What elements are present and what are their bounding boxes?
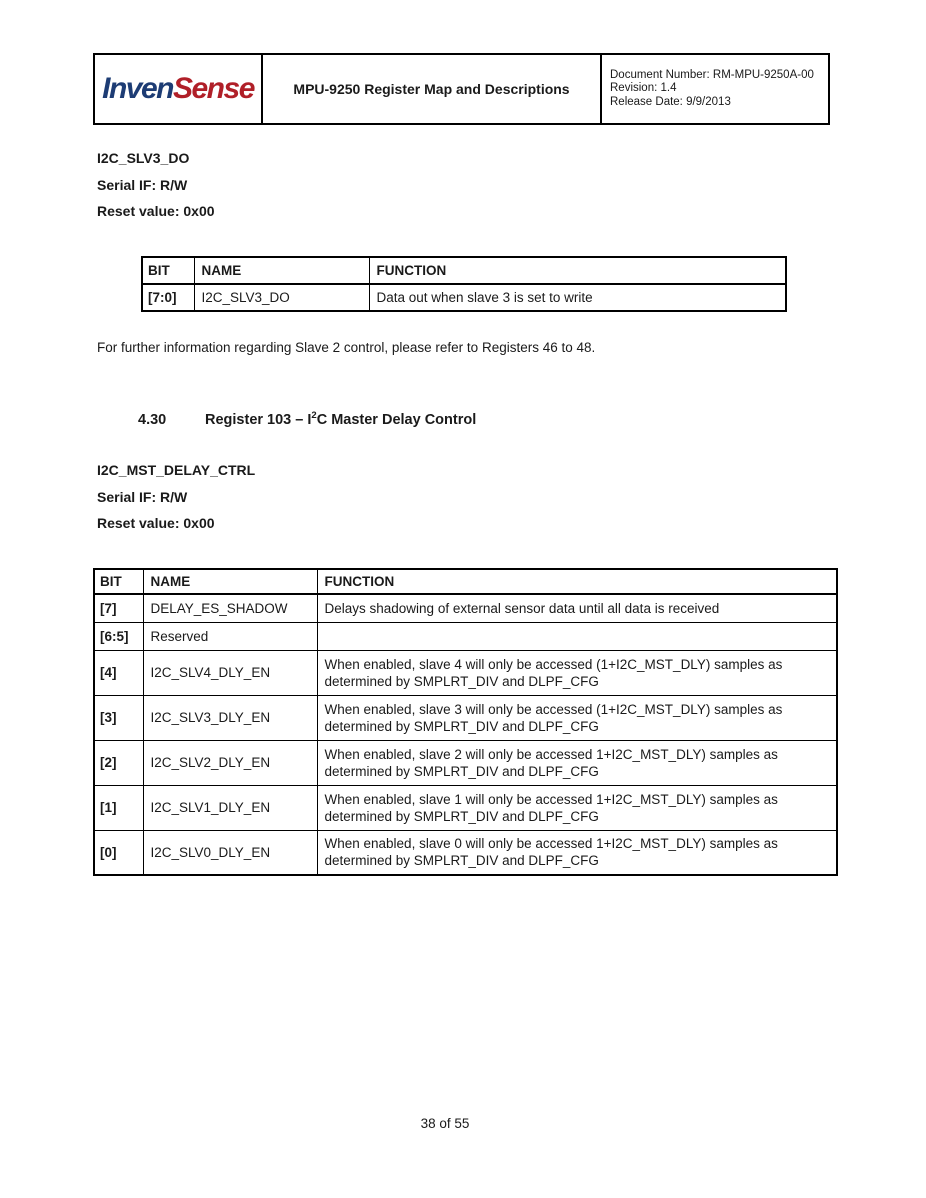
register-name: I2C_MST_DELAY_CTRL — [97, 462, 256, 478]
register-table-mst-delay-ctrl — [93, 568, 838, 876]
section-title-superscript: 2 — [311, 410, 317, 422]
section-heading-4-30 — [138, 412, 476, 428]
column-header-bit: BIT — [142, 257, 194, 284]
document-release-date: Release Date: 9/9/2013 — [610, 95, 731, 108]
header-title-cell — [263, 55, 602, 123]
document-title: MPU-9250 Register Map and Descriptions — [293, 81, 570, 97]
bit-cell: [3] — [94, 695, 143, 740]
bit-cell: [7:0] — [142, 284, 194, 311]
invensense-logo — [102, 72, 254, 106]
table-row — [94, 622, 837, 650]
serial-if-label: Serial IF: R/W — [97, 488, 188, 505]
column-header-name: NAME — [143, 569, 317, 594]
name-cell: I2C_SLV0_DLY_EN — [143, 830, 317, 875]
register-mst-delay-ctrl-block — [97, 462, 255, 542]
function-cell: When enabled, slave 1 will only be accessed 1+I2C_MST_DLY) samples as determined by SMPLRT_DIV and DLPF_CFG — [317, 785, 837, 830]
column-header-bit: BIT — [94, 569, 143, 594]
document-revision: Revision: 1.4 — [610, 82, 677, 95]
bit-cell: [2] — [94, 740, 143, 785]
reset-value-label: Reset value: 0x00 — [97, 515, 215, 531]
bit-cell: [0] — [94, 830, 143, 875]
logo-text-sense: Sense — [172, 72, 254, 105]
bit-cell: [7] — [94, 594, 143, 622]
name-cell: DELAY_ES_SHADOW — [143, 594, 317, 622]
document-number: Document Number: RM-MPU-9250A-00 — [610, 68, 814, 81]
logo-text-inven: Inven — [102, 72, 173, 105]
function-cell: Delays shadowing of external sensor data until all data is received — [317, 594, 837, 622]
column-header-name: NAME — [194, 257, 369, 284]
name-cell: I2C_SLV4_DLY_EN — [143, 650, 317, 695]
name-cell: I2C_SLV2_DLY_EN — [143, 740, 317, 785]
table-row — [142, 284, 786, 311]
serial-if-label: Serial IF: R/W — [97, 176, 188, 193]
table-row — [94, 594, 837, 622]
function-cell: Data out when slave 3 is set to write — [369, 284, 786, 311]
name-cell: I2C_SLV3_DLY_EN — [143, 695, 317, 740]
table-header-row — [142, 257, 786, 284]
function-cell: When enabled, slave 0 will only be accessed 1+I2C_MST_DLY) samples as determined by SMPLRT_DIV and DLPF_CFG — [317, 830, 837, 875]
document-header — [93, 53, 830, 125]
reset-value-label: Reset value: 0x00 — [97, 203, 215, 219]
column-header-function: FUNCTION — [369, 257, 786, 284]
name-cell: I2C_SLV1_DLY_EN — [143, 785, 317, 830]
page-number: 38 of 55 — [420, 1116, 470, 1131]
bit-cell: [6:5] — [94, 622, 143, 650]
function-cell — [317, 622, 837, 650]
section-title-part2: C Master Delay Control — [316, 412, 477, 428]
register-name: I2C_SLV3_DO — [97, 150, 190, 166]
further-information-note: For further information regarding Slave 2 control, please refer to Registers 46 to 48. — [97, 340, 596, 355]
table-header-row — [94, 569, 837, 594]
document-info — [610, 69, 814, 110]
function-cell: When enabled, slave 4 will only be accessed (1+I2C_MST_DLY) samples as determined by SMPLRT_DIV and DLPF_CFG — [317, 650, 837, 695]
bit-cell: [1] — [94, 785, 143, 830]
logo-cell — [95, 55, 263, 123]
table-row — [94, 740, 837, 785]
table-row — [94, 785, 837, 830]
table-row — [94, 695, 837, 740]
section-title-part1: Register 103 – I — [205, 412, 312, 428]
function-cell: When enabled, slave 3 will only be accessed (1+I2C_MST_DLY) samples as determined by SMPLRT_DIV and DLPF_CFG — [317, 695, 837, 740]
table-row — [94, 830, 837, 875]
function-cell: When enabled, slave 2 will only be accessed 1+I2C_MST_DLY) samples as determined by SMPLRT_DIV and DLPF_CFG — [317, 740, 837, 785]
header-info-cell — [602, 55, 828, 123]
bit-cell: [4] — [94, 650, 143, 695]
register-slv3-do-block — [97, 150, 215, 230]
name-cell: I2C_SLV3_DO — [194, 284, 369, 311]
column-header-function: FUNCTION — [317, 569, 837, 594]
register-table-slv3-do — [141, 256, 787, 312]
name-cell: Reserved — [143, 622, 317, 650]
table-row — [94, 650, 837, 695]
section-number: 4.30 — [138, 412, 167, 428]
